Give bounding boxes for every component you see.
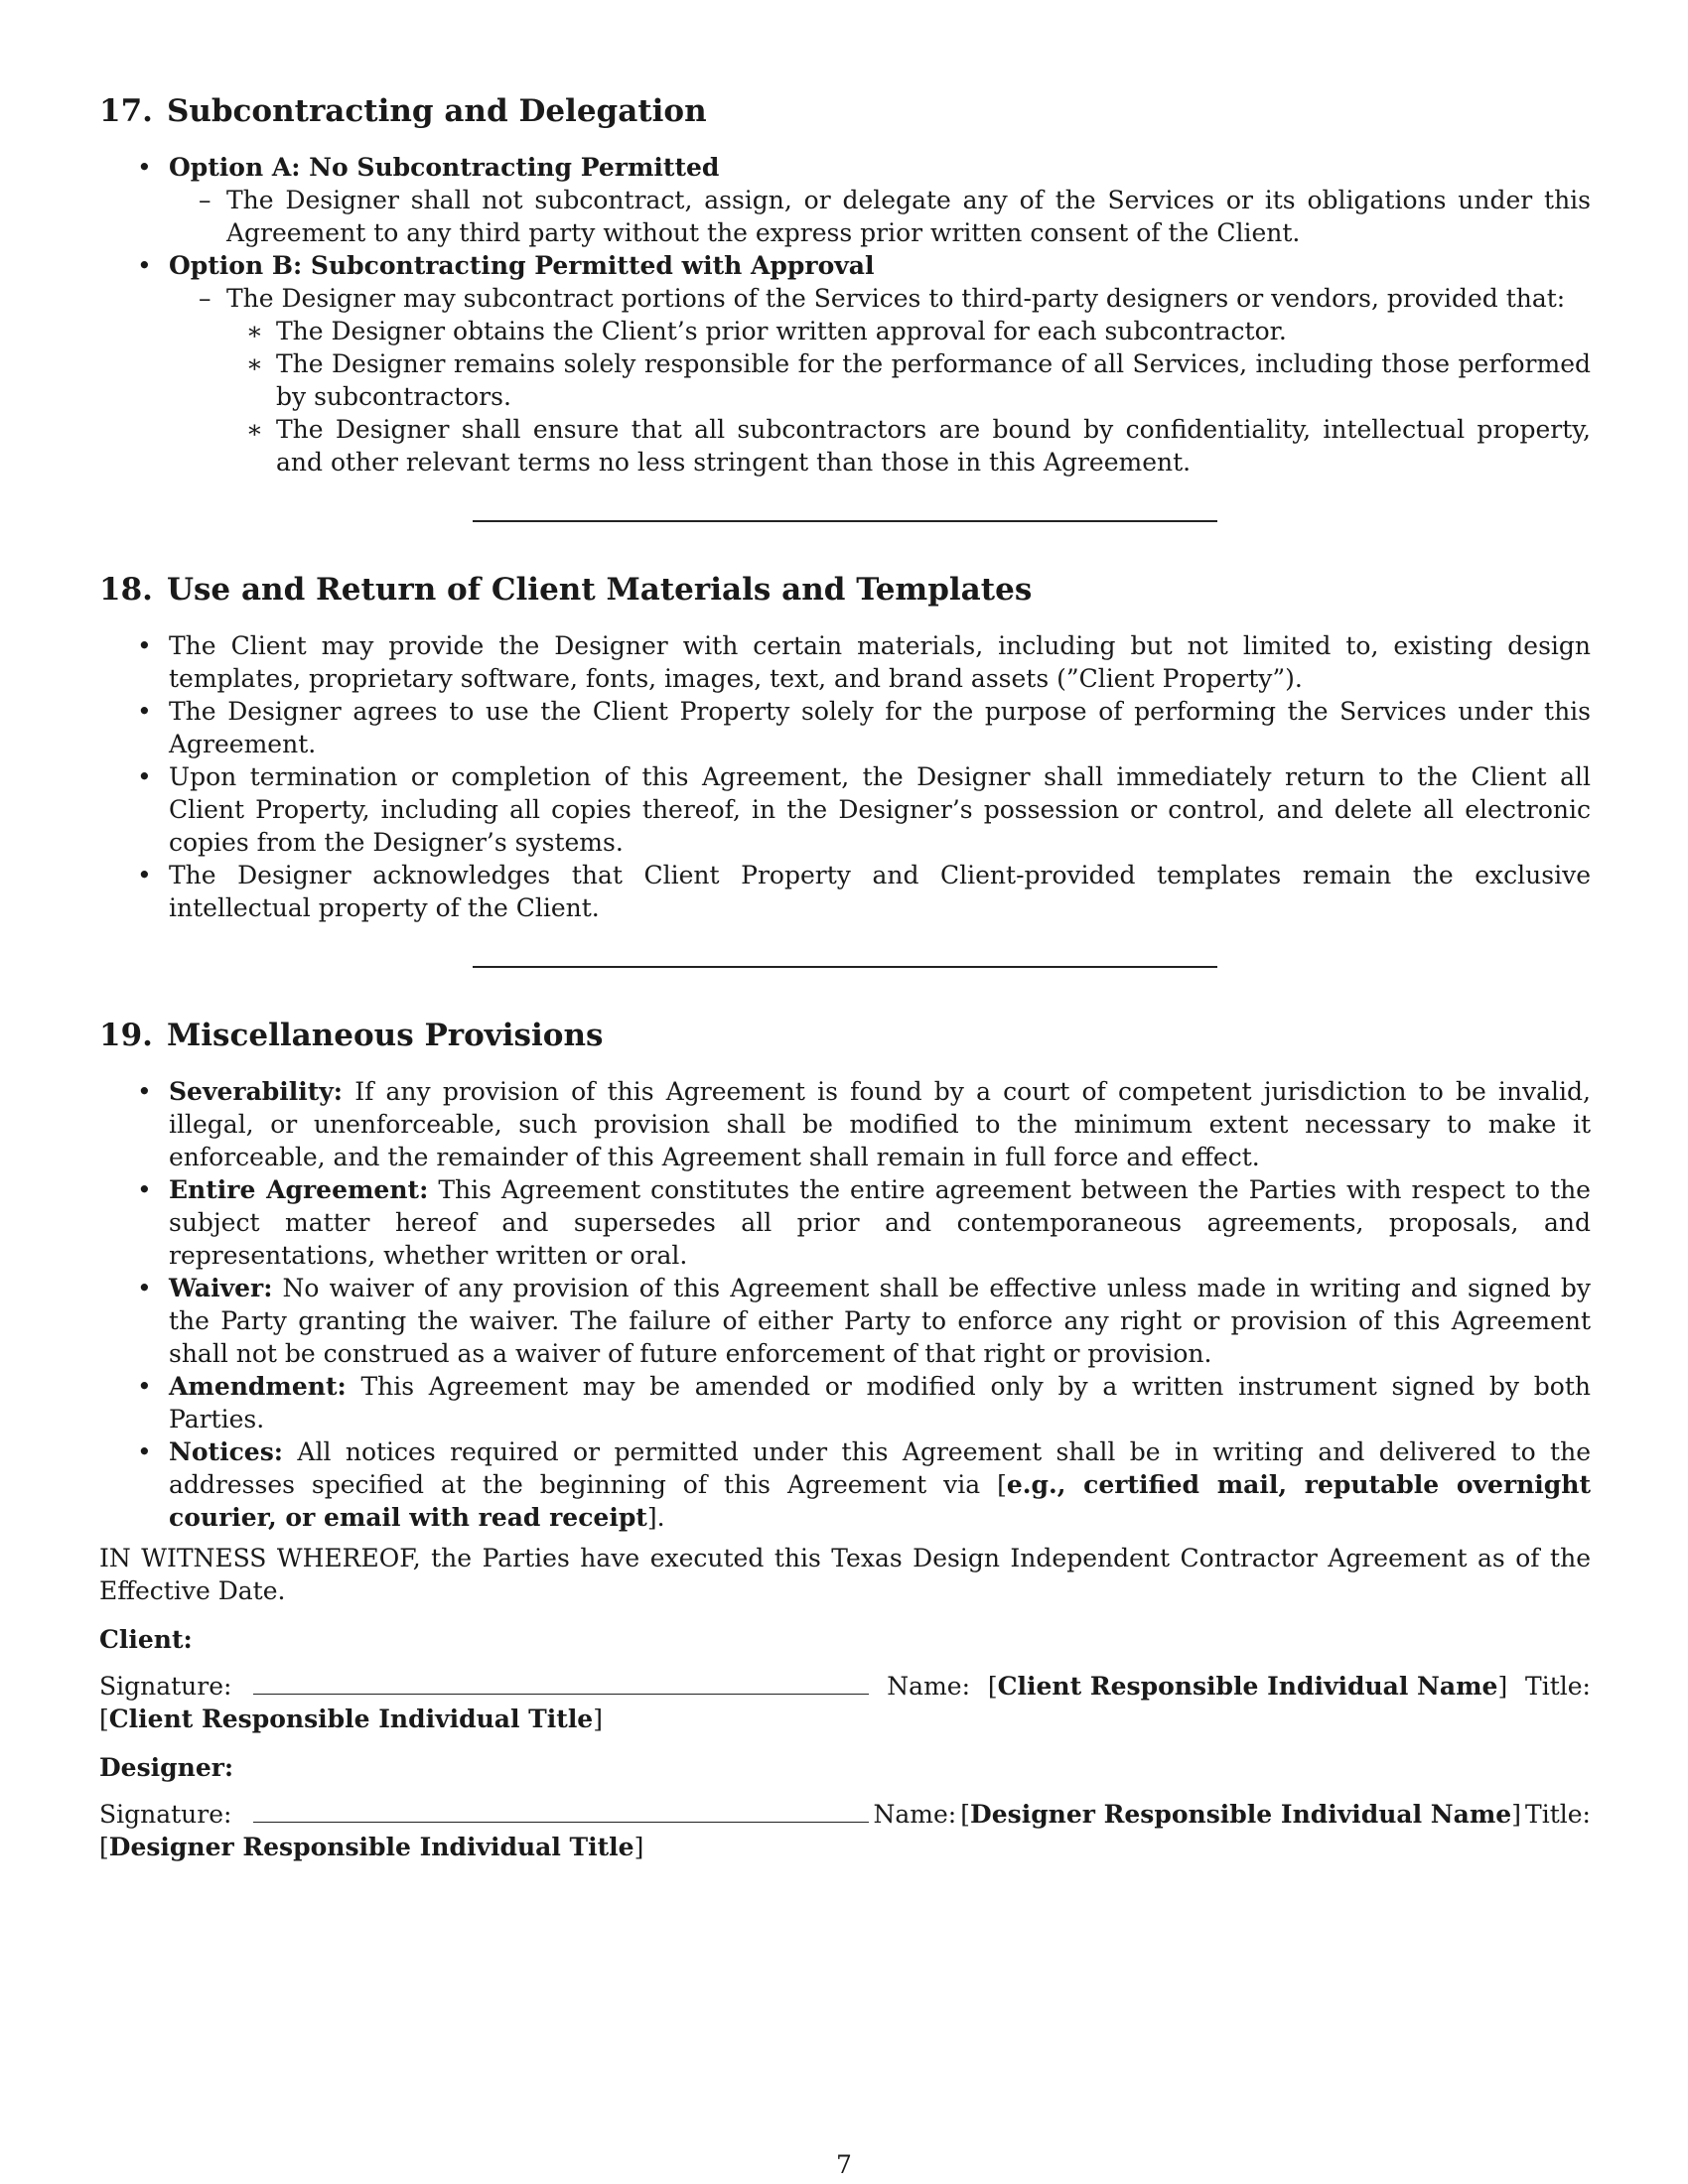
- item-text: No waiver of any provision of this Agreement shall be effective unless made in writing and signed by the Party granting the waiver. The failure of either Party to enforce any right or provision of this Agreement shall not be construed as a waiver of future enforcement of that right or provision.: [169, 1274, 1591, 1368]
- option-b-item: [99, 249, 1591, 478]
- severability-item: [99, 1075, 1591, 1173]
- section-title: Subcontracting and Delegation: [166, 93, 707, 129]
- item-text: If any provision of this Agreement is found by a court of competent jurisdiction to be invalid, illegal, or unenforceable, such provision shall be modified to the minimum extent necessary to make it enforceable, and the remainder of this Agreement shall remain in full force and effect.: [169, 1077, 1591, 1171]
- client-signature-block: Signature: Name: [Client Responsible Individual Name] Title: [Client Responsible Individual Title]: [99, 1672, 1591, 1733]
- item-text: This Agreement may be amended or modified only by a written instrument signed by both Parties.: [169, 1372, 1591, 1433]
- option-b-label: Option B: Subcontracting Permitted with Approval: [169, 251, 875, 280]
- item-label: Entire Agreement:: [169, 1175, 429, 1204]
- option-a-text: – The Designer shall not subcontract, assign, or delegate any of the Services or its obligations under this Agreement to any third party without the express prior written consent of the Client.: [169, 184, 1591, 249]
- option-a-label: Option A: No Subcontracting Permitted: [169, 153, 720, 182]
- document-page: [99, 91, 1591, 1877]
- section-17-heading: [99, 91, 1591, 131]
- list-item: • The Designer agrees to use the Client Property solely for the purpose of performing the Services under this Agreement.: [99, 695, 1591, 760]
- item-text: All notices required or permitted under this Agreement shall be in writing and delivered to the addresses specified at the beginning of this Agreement via: [169, 1437, 1591, 1499]
- item-label: Severability:: [169, 1077, 344, 1106]
- option-b-text: The Designer may subcontract portions of the Services to third-party designers or vendors, provided that:: [226, 284, 1566, 313]
- designer-signature-block: Signature: Name: [Designer Responsible Individual Name] Title: [Designer Responsible Individual Title]: [99, 1800, 1591, 1861]
- signature-label: Title:: [1525, 1672, 1591, 1701]
- item-label: Waiver:: [169, 1274, 273, 1302]
- notices-item: • Notices: All notices required or permitted under this Agreement shall be in writing and delivered to the addresses specified at the beginning of this Agreement via [e.g., certified mail, reputable overnight courier, or email with read receipt].: [99, 1435, 1591, 1534]
- witness-clause: IN WITNESS WHEREOF, the Parties have executed this Texas Design Independent Contractor Agreement as of the Effective Date.: [99, 1544, 1591, 1605]
- section-17-list: [99, 151, 1591, 478]
- section-number: 19.: [99, 1018, 153, 1053]
- waiver-item: [99, 1272, 1591, 1370]
- signature-label: Signature:: [99, 1672, 232, 1701]
- signature-label: Signature:: [99, 1800, 232, 1829]
- page-number: 7: [836, 2150, 852, 2179]
- designer-heading: Designer:: [99, 1753, 234, 1782]
- section-18-heading: [99, 570, 1591, 610]
- section-number: 18.: [99, 572, 153, 608]
- section-divider: [473, 966, 1217, 968]
- designer-title-placeholder: Designer Responsible Individual Title: [108, 1833, 634, 1861]
- section-divider: [473, 520, 1217, 522]
- amendment-item: [99, 1370, 1591, 1435]
- designer-signature-line[interactable]: [253, 1800, 869, 1823]
- item-label: Notices:: [169, 1437, 284, 1466]
- option-b-item-text: [169, 282, 1591, 478]
- item-text: This Agreement constitutes the entire agreement between the Parties with respect to the subject matter hereof and supersedes all prior and contemporaneous agreements, proposals, and representations, whether written or oral.: [169, 1175, 1591, 1270]
- section-18-list: [99, 629, 1591, 924]
- list-item: ∗ The Designer obtains the Client’s prior written approval for each subcontractor.: [226, 315, 1591, 347]
- signature-label: Title:: [1525, 1800, 1591, 1829]
- client-heading: Client:: [99, 1625, 193, 1654]
- client-name-placeholder: Client Responsible Individual Name: [997, 1672, 1498, 1701]
- section-19-heading: [99, 1016, 1591, 1055]
- section-number: 17.: [99, 93, 153, 129]
- notices-method: e.g., certified mail, reputable overnight courier, or email with read receipt: [169, 1470, 1592, 1532]
- list-item: ∗ The Designer remains solely responsible for the performance of all Services, including those performed by subcontractors.: [226, 347, 1591, 413]
- section-title: Use and Return of Client Materials and Templates: [166, 572, 1033, 608]
- item-label: Amendment:: [169, 1372, 347, 1401]
- list-item: • Upon termination or completion of this Agreement, the Designer shall immediately return to the Client all Client Property, including all copies thereof, in the Designer’s possession or control, and delete all electronic copies from the Designer’s systems.: [99, 760, 1591, 859]
- signature-label: Name:: [887, 1672, 971, 1701]
- designer-name-placeholder: Designer Responsible Individual Name: [970, 1800, 1512, 1829]
- signature-label: Name:: [873, 1800, 957, 1829]
- option-a-item: [99, 151, 1591, 249]
- list-item: ∗ The Designer shall ensure that all subcontractors are bound by confidentiality, intellectual property, and other relevant terms no less stringent than those in this Agreement.: [226, 413, 1591, 478]
- list-item: • The Client may provide the Designer with certain materials, including but not limited to, existing design templates, proprietary software, fonts, images, text, and brand assets (”Client Property”).: [99, 629, 1591, 695]
- client-signature-line[interactable]: [253, 1672, 869, 1695]
- client-title-placeholder: Client Responsible Individual Title: [108, 1705, 594, 1733]
- section-19-list: [99, 1075, 1591, 1534]
- entire-agreement-item: [99, 1173, 1591, 1272]
- list-item: • The Designer acknowledges that Client Property and Client-provided templates remain the exclusive intellectual property of the Client.: [99, 859, 1591, 924]
- section-title: Miscellaneous Provisions: [166, 1018, 604, 1053]
